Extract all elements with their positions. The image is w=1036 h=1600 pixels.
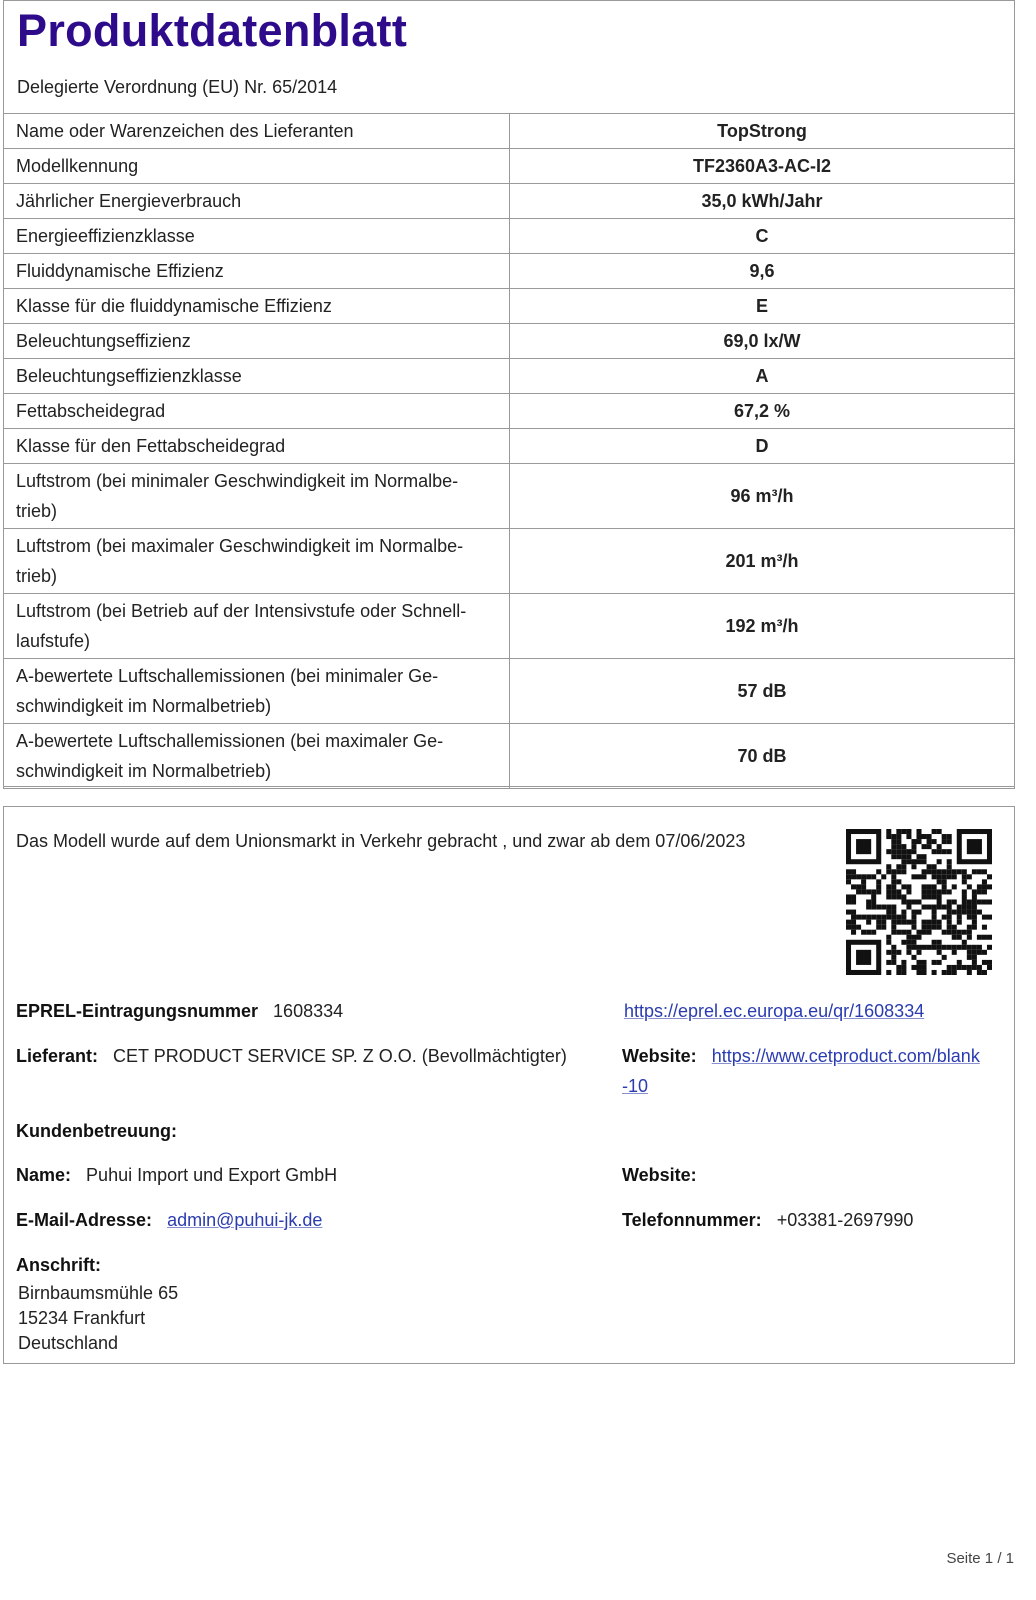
supplier-label: Lieferant: [16, 1046, 99, 1066]
row-label: Klasse für die fluiddynamische Effizienz [4, 289, 510, 324]
table-row [4, 429, 1015, 464]
table-row [4, 219, 1015, 254]
datasheet-table-section [3, 0, 1015, 787]
row-value: TF2360A3-AC-I2 [510, 149, 1015, 184]
table-row [4, 659, 1015, 724]
address-line: Deutschland [18, 1333, 119, 1353]
table-row [4, 359, 1015, 394]
row-label: A-bewertete Luftschallemissionen (bei minimaler Ge-schwindigkeit im Normalbetrieb) [4, 659, 510, 724]
row-value: 96 m³/h [510, 464, 1015, 529]
row-value: 69,0 lx/W [510, 324, 1015, 359]
supplier-website-link[interactable]: https://www.cetproduct.com/blank [711, 1046, 980, 1066]
row-value: 67,2 % [510, 394, 1015, 429]
email-link[interactable]: admin@puhui-jk.de [167, 1210, 323, 1230]
supplier-name: CET PRODUCT SERVICE SP. Z O.O. (Bevollmächtigter) [113, 1046, 567, 1066]
phone-label: Telefonnummer: [622, 1210, 762, 1230]
table-row [4, 324, 1015, 359]
row-value: TopStrong [510, 114, 1015, 149]
row-value: 201 m³/h [510, 529, 1015, 594]
table-row [4, 184, 1015, 219]
address [18, 1281, 178, 1356]
table-row [4, 254, 1015, 289]
qr-code[interactable] [846, 829, 992, 975]
row-label: Name oder Warenzeichen des Lieferanten [4, 114, 510, 149]
specs-table [3, 113, 1015, 789]
table-row [4, 724, 1015, 789]
row-label: A-bewertete Luftschallemissionen (bei maximaler Ge-schwindigkeit im Normalbetrieb) [4, 724, 510, 789]
support-website-label: Website: [622, 1165, 697, 1185]
row-label: Luftstrom (bei maximaler Geschwindigkeit im Normalbe-trieb) [4, 529, 510, 594]
support-label: Kundenbetreuung: [16, 1121, 177, 1141]
table-row [4, 594, 1015, 659]
row-label: Luftstrom (bei minimaler Geschwindigkeit im Normalbe-trieb) [4, 464, 510, 529]
table-row [4, 289, 1015, 324]
row-value: A [510, 359, 1015, 394]
row-value: C [510, 219, 1015, 254]
row-label: Beleuchtungseffizienz [4, 324, 510, 359]
supplier-website-link-cont[interactable]: -10 [622, 1076, 649, 1096]
support-name: Puhui Import und Export GmbH [86, 1165, 338, 1185]
row-value: 70 dB [510, 724, 1015, 789]
row-label: Beleuchtungseffizienzklasse [4, 359, 510, 394]
table-row [4, 464, 1015, 529]
row-label: Modellkennung [4, 149, 510, 184]
eprel-label: EPREL-Eintragungsnummer [16, 1001, 259, 1021]
row-value: D [510, 429, 1015, 464]
eprel-link[interactable]: https://eprel.ec.europa.eu/qr/1608334 [624, 1001, 925, 1021]
page-title: Produktdatenblatt [17, 5, 408, 56]
regulation-text: Delegierte Verordnung (EU) Nr. 65/2014 [17, 77, 338, 97]
row-label: Fluiddynamische Effizienz [4, 254, 510, 289]
info-section [3, 806, 1015, 1364]
name-label: Name: [16, 1165, 72, 1185]
table-row [4, 114, 1015, 149]
row-label: Jährlicher Energieverbrauch [4, 184, 510, 219]
row-value: 9,6 [510, 254, 1015, 289]
row-value: 192 m³/h [510, 594, 1015, 659]
email-label: E-Mail-Adresse: [16, 1210, 153, 1230]
row-value: 35,0 kWh/Jahr [510, 184, 1015, 219]
phone-number: +03381-2697990 [776, 1210, 914, 1230]
row-label: Klasse für den Fettabscheidegrad [4, 429, 510, 464]
website-label: Website: [622, 1046, 697, 1066]
address-line: Birnbaumsmühle 65 [18, 1283, 179, 1303]
address-line: 15234 Frankfurt [18, 1308, 146, 1328]
row-label: Energieeffizienzklasse [4, 219, 510, 254]
row-value: E [510, 289, 1015, 324]
page-number: Seite 1 / 1 [946, 1550, 1014, 1567]
row-value: 57 dB [510, 659, 1015, 724]
market-text: Das Modell wurde auf dem Unionsmarkt in Verkehr gebracht , und zwar ab dem 07/06/2023 [16, 831, 746, 851]
table-row [4, 529, 1015, 594]
address-label: Anschrift: [16, 1255, 101, 1275]
row-label: Luftstrom (bei Betrieb auf der Intensivstufe oder Schnell-laufstufe) [4, 594, 510, 659]
table-row [4, 149, 1015, 184]
row-label: Fettabscheidegrad [4, 394, 510, 429]
table-row [4, 394, 1015, 429]
eprel-number: 1608334 [273, 1001, 344, 1021]
